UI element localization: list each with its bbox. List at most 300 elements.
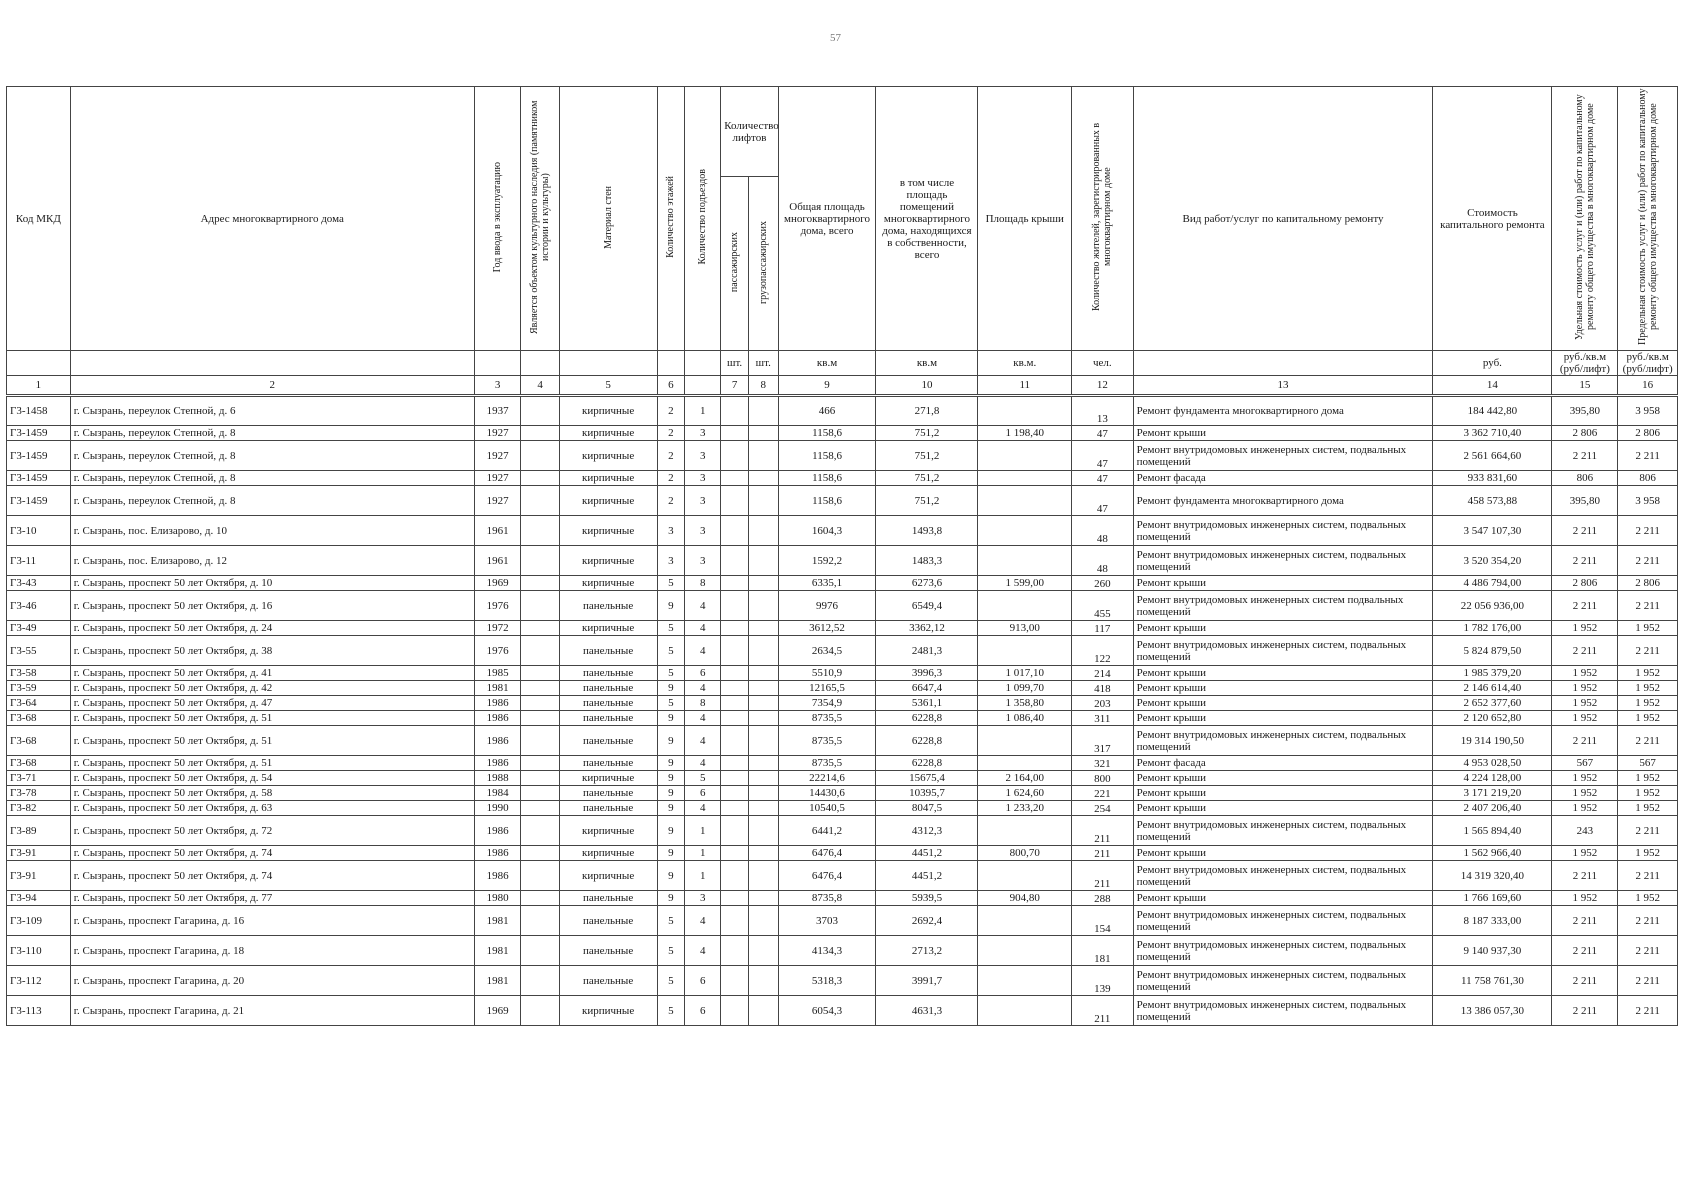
cell-area-own: 751,2 — [876, 471, 978, 486]
cell-monument — [521, 726, 559, 756]
cell-unit-cost: 2 211 — [1552, 936, 1618, 966]
cell-code: Г3-1459 — [7, 441, 71, 471]
cell-roof-area — [978, 816, 1072, 846]
cell-address: г. Сызрань, проспект Гагарина, д. 20 — [70, 966, 474, 996]
cell-cost: 1 565 894,40 — [1433, 816, 1552, 846]
cell-material: кирпичные — [559, 471, 657, 486]
cell-entrances: 4 — [685, 801, 721, 816]
cell-area-total: 1158,6 — [778, 486, 876, 516]
cell-area-total: 8735,5 — [778, 756, 876, 771]
table-row — [7, 996, 1678, 1026]
cell-roof-area — [978, 396, 1072, 426]
cell-lifts-pass — [721, 711, 749, 726]
cell-residents: 221 — [1072, 786, 1134, 801]
cell-material: панельные — [559, 936, 657, 966]
cell-area-total: 466 — [778, 396, 876, 426]
cell-limit-cost: 1 952 — [1618, 771, 1678, 786]
cell-cost: 14 319 320,40 — [1433, 861, 1552, 891]
header-lifts: Количество лифтов — [721, 87, 778, 177]
header-area-total: Общая площадь многоквартирного дома, всего — [778, 87, 876, 351]
cell-residents: 13 — [1072, 396, 1134, 426]
table-row — [7, 426, 1678, 441]
cell-year: 1972 — [474, 621, 521, 636]
cell-unit-cost: 2 211 — [1552, 726, 1618, 756]
cell-area-own: 2692,4 — [876, 906, 978, 936]
cell-code: Г3-89 — [7, 816, 71, 846]
cell-monument — [521, 966, 559, 996]
cell-year: 1986 — [474, 861, 521, 891]
cell-unit-cost: 2 211 — [1552, 441, 1618, 471]
cell-lifts-pass — [721, 726, 749, 756]
cell-floors: 3 — [657, 546, 685, 576]
cell-unit-cost: 1 952 — [1552, 666, 1618, 681]
cell-year: 1990 — [474, 801, 521, 816]
cell-year: 1927 — [474, 426, 521, 441]
cell-cost: 13 386 057,30 — [1433, 996, 1552, 1026]
cell-limit-cost: 1 952 — [1618, 696, 1678, 711]
cell-address: г. Сызрань, проспект 50 лет Октября, д. 77 — [70, 891, 474, 906]
cell-work-type: Ремонт крыши — [1133, 576, 1433, 591]
cell-material: кирпичные — [559, 846, 657, 861]
cell-lifts-pass — [721, 906, 749, 936]
cell-lifts-cargo — [748, 936, 778, 966]
cell-limit-cost: 1 952 — [1618, 846, 1678, 861]
cell-lifts-cargo — [748, 861, 778, 891]
cell-year: 1981 — [474, 681, 521, 696]
cell-limit-cost: 2 211 — [1618, 996, 1678, 1026]
col-number: 12 — [1072, 376, 1134, 396]
header-roof-area: Площадь крыши — [978, 87, 1072, 351]
table-row — [7, 846, 1678, 861]
cell-unit-cost: 1 952 — [1552, 681, 1618, 696]
cell-lifts-pass — [721, 891, 749, 906]
cell-lifts-cargo — [748, 846, 778, 861]
cell-unit-cost: 2 211 — [1552, 861, 1618, 891]
cell-cost: 184 442,80 — [1433, 396, 1552, 426]
cell-roof-area — [978, 636, 1072, 666]
cell-lifts-pass — [721, 576, 749, 591]
cell-material: кирпичные — [559, 816, 657, 846]
cell-work-type: Ремонт крыши — [1133, 771, 1433, 786]
cell-roof-area — [978, 966, 1072, 996]
cell-material: панельные — [559, 786, 657, 801]
cell-lifts-cargo — [748, 771, 778, 786]
cell-unit-cost: 1 952 — [1552, 786, 1618, 801]
cell-floors: 9 — [657, 756, 685, 771]
cell-residents: 800 — [1072, 771, 1134, 786]
unit-limit-cost: руб./кв.м (руб/лифт) — [1618, 351, 1678, 376]
table-row — [7, 906, 1678, 936]
cell-unit-cost: 1 952 — [1552, 696, 1618, 711]
col-number: 14 — [1433, 376, 1552, 396]
header-cost: Стоимость капитального ремонта — [1433, 87, 1552, 351]
unit-lifts-cargo: шт. — [748, 351, 778, 376]
cell-year: 1986 — [474, 756, 521, 771]
cell-entrances: 4 — [685, 621, 721, 636]
cell-residents: 288 — [1072, 891, 1134, 906]
cell-roof-area: 1 086,40 — [978, 711, 1072, 726]
cell-lifts-pass — [721, 486, 749, 516]
cell-area-own: 4312,3 — [876, 816, 978, 846]
cell-lifts-pass — [721, 816, 749, 846]
cell-code: Г3-113 — [7, 996, 71, 1026]
cell-year: 1986 — [474, 846, 521, 861]
cell-unit-cost: 395,80 — [1552, 396, 1618, 426]
cell-limit-cost: 2 211 — [1618, 966, 1678, 996]
cell-residents: 211 — [1072, 861, 1134, 891]
cell-work-type: Ремонт внутридомовых инженерных систем, подвальных помещений — [1133, 996, 1433, 1026]
cell-year: 1961 — [474, 516, 521, 546]
cell-residents: 214 — [1072, 666, 1134, 681]
cell-code: Г3-64 — [7, 696, 71, 711]
table-row — [7, 576, 1678, 591]
cell-entrances: 4 — [685, 756, 721, 771]
cell-area-total: 12165,5 — [778, 681, 876, 696]
cell-unit-cost: 243 — [1552, 816, 1618, 846]
cell-residents: 254 — [1072, 801, 1134, 816]
cell-code: Г3-112 — [7, 966, 71, 996]
col-number: 4 — [521, 376, 559, 396]
cell-address: г. Сызрань, переулок Степной, д. 8 — [70, 426, 474, 441]
cell-year: 1981 — [474, 966, 521, 996]
cell-area-own: 10395,7 — [876, 786, 978, 801]
cell-limit-cost: 2 211 — [1618, 546, 1678, 576]
cell-lifts-cargo — [748, 996, 778, 1026]
cell-residents: 321 — [1072, 756, 1134, 771]
cell-code: Г3-59 — [7, 681, 71, 696]
cell-entrances: 1 — [685, 861, 721, 891]
cell-cost: 11 758 761,30 — [1433, 966, 1552, 996]
cell-lifts-cargo — [748, 396, 778, 426]
cell-entrances: 8 — [685, 696, 721, 711]
cell-unit-cost: 1 952 — [1552, 711, 1618, 726]
cell-limit-cost: 567 — [1618, 756, 1678, 771]
cell-code: Г3-11 — [7, 546, 71, 576]
cell-unit-cost: 2 211 — [1552, 636, 1618, 666]
cell-limit-cost: 1 952 — [1618, 891, 1678, 906]
cell-code: Г3-49 — [7, 621, 71, 636]
cell-work-type: Ремонт внутридомовых инженерных систем, подвальных помещений — [1133, 726, 1433, 756]
cell-area-total: 9976 — [778, 591, 876, 621]
cell-material: кирпичные — [559, 486, 657, 516]
cell-lifts-pass — [721, 801, 749, 816]
cell-code: Г3-68 — [7, 711, 71, 726]
cell-unit-cost: 395,80 — [1552, 486, 1618, 516]
cell-entrances: 1 — [685, 846, 721, 861]
cell-cost: 3 520 354,20 — [1433, 546, 1552, 576]
cell-area-total: 1158,6 — [778, 441, 876, 471]
cell-area-total: 1592,2 — [778, 546, 876, 576]
cell-year: 1986 — [474, 816, 521, 846]
cell-monument — [521, 516, 559, 546]
cell-area-own: 4451,2 — [876, 846, 978, 861]
cell-floors: 5 — [657, 996, 685, 1026]
cell-cost: 933 831,60 — [1433, 471, 1552, 486]
cell-year: 1961 — [474, 546, 521, 576]
cell-limit-cost: 2 211 — [1618, 936, 1678, 966]
cell-cost: 22 056 936,00 — [1433, 591, 1552, 621]
cell-lifts-cargo — [748, 801, 778, 816]
cell-entrances: 8 — [685, 576, 721, 591]
cell-lifts-cargo — [748, 681, 778, 696]
table-row — [7, 636, 1678, 666]
cell-lifts-pass — [721, 546, 749, 576]
cell-limit-cost: 1 952 — [1618, 666, 1678, 681]
cell-area-total: 6441,2 — [778, 816, 876, 846]
cell-material: кирпичные — [559, 576, 657, 591]
cell-entrances: 3 — [685, 891, 721, 906]
header-lifts-cargo: грузопассажирских — [748, 177, 778, 351]
cell-year: 1937 — [474, 396, 521, 426]
cell-residents: 311 — [1072, 711, 1134, 726]
cell-lifts-pass — [721, 861, 749, 891]
cell-limit-cost: 2 211 — [1618, 861, 1678, 891]
cell-entrances: 3 — [685, 546, 721, 576]
cell-unit-cost: 2 806 — [1552, 426, 1618, 441]
cell-area-own: 1483,3 — [876, 546, 978, 576]
cell-year: 1969 — [474, 576, 521, 591]
cell-entrances: 6 — [685, 996, 721, 1026]
header-address: Адрес многоквартирного дома — [70, 87, 474, 351]
cell-entrances: 6 — [685, 666, 721, 681]
cell-address: г. Сызрань, проспект 50 лет Октября, д. 47 — [70, 696, 474, 711]
cell-monument — [521, 846, 559, 861]
table-row — [7, 936, 1678, 966]
cell-material: кирпичные — [559, 621, 657, 636]
cell-lifts-pass — [721, 516, 749, 546]
cell-material: кирпичные — [559, 426, 657, 441]
cell-year: 1986 — [474, 726, 521, 756]
cell-area-own: 271,8 — [876, 396, 978, 426]
cell-monument — [521, 801, 559, 816]
cell-residents: 203 — [1072, 696, 1134, 711]
cell-limit-cost: 1 952 — [1618, 711, 1678, 726]
cell-code: Г3-1459 — [7, 426, 71, 441]
table-row — [7, 891, 1678, 906]
cell-code: Г3-55 — [7, 636, 71, 666]
cell-work-type: Ремонт крыши — [1133, 801, 1433, 816]
cell-roof-area: 913,00 — [978, 621, 1072, 636]
cell-area-own: 2713,2 — [876, 936, 978, 966]
col-number: 8 — [748, 376, 778, 396]
cell-floors: 2 — [657, 426, 685, 441]
cell-entrances: 3 — [685, 471, 721, 486]
cell-residents: 48 — [1072, 516, 1134, 546]
cell-work-type: Ремонт внутридомовых инженерных систем, подвальных помещений — [1133, 861, 1433, 891]
cell-lifts-cargo — [748, 891, 778, 906]
cell-area-own: 6228,8 — [876, 756, 978, 771]
cell-material: кирпичные — [559, 441, 657, 471]
cell-roof-area — [978, 726, 1072, 756]
cell-area-own: 5361,1 — [876, 696, 978, 711]
cell-floors: 2 — [657, 396, 685, 426]
cell-limit-cost: 2 211 — [1618, 906, 1678, 936]
cell-address: г. Сызрань, проспект 50 лет Октября, д. 10 — [70, 576, 474, 591]
cell-area-own: 6647,4 — [876, 681, 978, 696]
cell-cost: 1 562 966,40 — [1433, 846, 1552, 861]
cell-code: Г3-110 — [7, 936, 71, 966]
cell-lifts-pass — [721, 786, 749, 801]
cell-monument — [521, 486, 559, 516]
cell-roof-area — [978, 756, 1072, 771]
cell-material: панельные — [559, 801, 657, 816]
cell-monument — [521, 996, 559, 1026]
cell-area-own: 3991,7 — [876, 966, 978, 996]
cell-cost: 9 140 937,30 — [1433, 936, 1552, 966]
table-row — [7, 471, 1678, 486]
cell-lifts-cargo — [748, 816, 778, 846]
cell-code: Г3-1459 — [7, 486, 71, 516]
cell-work-type: Ремонт фасада — [1133, 756, 1433, 771]
cell-area-own: 4631,3 — [876, 996, 978, 1026]
cell-code: Г3-1459 — [7, 471, 71, 486]
cell-monument — [521, 666, 559, 681]
cell-limit-cost: 2 211 — [1618, 441, 1678, 471]
cell-floors: 9 — [657, 846, 685, 861]
cell-lifts-cargo — [748, 546, 778, 576]
cell-area-own: 751,2 — [876, 486, 978, 516]
cell-address: г. Сызрань, проспект 50 лет Октября, д. 51 — [70, 711, 474, 726]
cell-address: г. Сызрань, проспект 50 лет Октября, д. 51 — [70, 756, 474, 771]
cell-entrances: 3 — [685, 516, 721, 546]
cell-cost: 458 573,88 — [1433, 486, 1552, 516]
cell-limit-cost: 806 — [1618, 471, 1678, 486]
cell-address: г. Сызрань, проспект 50 лет Октября, д. 38 — [70, 636, 474, 666]
col-number: 7 — [721, 376, 749, 396]
cell-monument — [521, 906, 559, 936]
cell-lifts-pass — [721, 996, 749, 1026]
cell-lifts-pass — [721, 636, 749, 666]
cell-unit-cost: 2 211 — [1552, 516, 1618, 546]
cell-floors: 9 — [657, 591, 685, 621]
cell-floors: 9 — [657, 786, 685, 801]
cell-material: панельные — [559, 891, 657, 906]
cell-work-type: Ремонт внутридомовых инженерных систем, подвальных помещений — [1133, 636, 1433, 666]
cell-roof-area — [978, 936, 1072, 966]
cell-monument — [521, 546, 559, 576]
cell-unit-cost: 2 211 — [1552, 966, 1618, 996]
cell-area-total: 5510,9 — [778, 666, 876, 681]
cell-area-total: 5318,3 — [778, 966, 876, 996]
col-number: 1 — [7, 376, 71, 396]
cell-year: 1985 — [474, 666, 521, 681]
unit-area-total: кв.м — [778, 351, 876, 376]
cell-floors: 3 — [657, 516, 685, 546]
cell-monument — [521, 636, 559, 666]
cell-floors: 5 — [657, 696, 685, 711]
table-row — [7, 756, 1678, 771]
cell-residents: 317 — [1072, 726, 1134, 756]
cell-work-type: Ремонт внутридомовых инженерных систем, подвальных помещений — [1133, 936, 1433, 966]
cell-area-total: 8735,5 — [778, 726, 876, 756]
cell-lifts-cargo — [748, 696, 778, 711]
cell-area-own: 6273,6 — [876, 576, 978, 591]
table-row — [7, 681, 1678, 696]
cell-address: г. Сызрань, проспект 50 лет Октября, д. 58 — [70, 786, 474, 801]
cell-address: г. Сызрань, проспект 50 лет Октября, д. 63 — [70, 801, 474, 816]
cell-cost: 2 561 664,60 — [1433, 441, 1552, 471]
unit-area-own: кв.м — [876, 351, 978, 376]
cell-monument — [521, 696, 559, 711]
cell-material: панельные — [559, 591, 657, 621]
cell-lifts-cargo — [748, 441, 778, 471]
table-row — [7, 516, 1678, 546]
cell-lifts-pass — [721, 591, 749, 621]
cell-roof-area: 1 599,00 — [978, 576, 1072, 591]
cell-lifts-pass — [721, 966, 749, 996]
cell-lifts-cargo — [748, 666, 778, 681]
cell-roof-area: 1 099,70 — [978, 681, 1072, 696]
cell-material: кирпичные — [559, 861, 657, 891]
cell-residents: 260 — [1072, 576, 1134, 591]
cell-residents: 418 — [1072, 681, 1134, 696]
cell-limit-cost: 2 211 — [1618, 726, 1678, 756]
cell-work-type: Ремонт крыши — [1133, 891, 1433, 906]
cell-roof-area — [978, 906, 1072, 936]
cell-area-total: 8735,5 — [778, 711, 876, 726]
cell-monument — [521, 816, 559, 846]
cell-limit-cost: 1 952 — [1618, 786, 1678, 801]
header-limit-cost: Предельная стоимость услуг и (или) работ по капитальному ремонту общего имущества в многоквартирном доме — [1618, 87, 1678, 351]
cell-limit-cost: 3 958 — [1618, 486, 1678, 516]
cell-year: 1976 — [474, 636, 521, 666]
col-number — [685, 376, 721, 396]
cell-roof-area: 1 017,10 — [978, 666, 1072, 681]
cell-roof-area: 1 198,40 — [978, 426, 1072, 441]
cell-cost: 3 171 219,20 — [1433, 786, 1552, 801]
cell-code: Г3-91 — [7, 846, 71, 861]
cell-material: панельные — [559, 726, 657, 756]
cell-entrances: 6 — [685, 966, 721, 996]
cell-area-own: 4451,2 — [876, 861, 978, 891]
cell-entrances: 3 — [685, 441, 721, 471]
cell-roof-area — [978, 486, 1072, 516]
cell-work-type: Ремонт крыши — [1133, 621, 1433, 636]
cell-unit-cost: 1 952 — [1552, 891, 1618, 906]
cell-floors: 9 — [657, 801, 685, 816]
cell-area-total: 10540,5 — [778, 801, 876, 816]
cell-area-own: 751,2 — [876, 426, 978, 441]
cell-unit-cost: 2 806 — [1552, 576, 1618, 591]
cell-monument — [521, 621, 559, 636]
cell-monument — [521, 576, 559, 591]
cell-monument — [521, 591, 559, 621]
cell-cost: 1 782 176,00 — [1433, 621, 1552, 636]
cell-cost: 19 314 190,50 — [1433, 726, 1552, 756]
cell-area-own: 3996,3 — [876, 666, 978, 681]
cell-limit-cost: 2 211 — [1618, 591, 1678, 621]
cell-address: г. Сызрань, проспект 50 лет Октября, д. 72 — [70, 816, 474, 846]
cell-roof-area — [978, 591, 1072, 621]
cell-lifts-pass — [721, 681, 749, 696]
cell-lifts-cargo — [748, 726, 778, 756]
cell-year: 1927 — [474, 471, 521, 486]
cell-area-total: 3703 — [778, 906, 876, 936]
cell-code: Г3-1458 — [7, 396, 71, 426]
cell-cost: 3 362 710,40 — [1433, 426, 1552, 441]
table-row — [7, 486, 1678, 516]
cell-code: Г3-68 — [7, 756, 71, 771]
cell-limit-cost: 1 952 — [1618, 681, 1678, 696]
cell-year: 1981 — [474, 936, 521, 966]
cell-code: Г3-10 — [7, 516, 71, 546]
cell-address: г. Сызрань, переулок Степной, д. 8 — [70, 441, 474, 471]
cell-limit-cost: 3 958 — [1618, 396, 1678, 426]
cell-lifts-cargo — [748, 636, 778, 666]
cell-lifts-cargo — [748, 756, 778, 771]
cell-monument — [521, 771, 559, 786]
cell-area-total: 1158,6 — [778, 471, 876, 486]
